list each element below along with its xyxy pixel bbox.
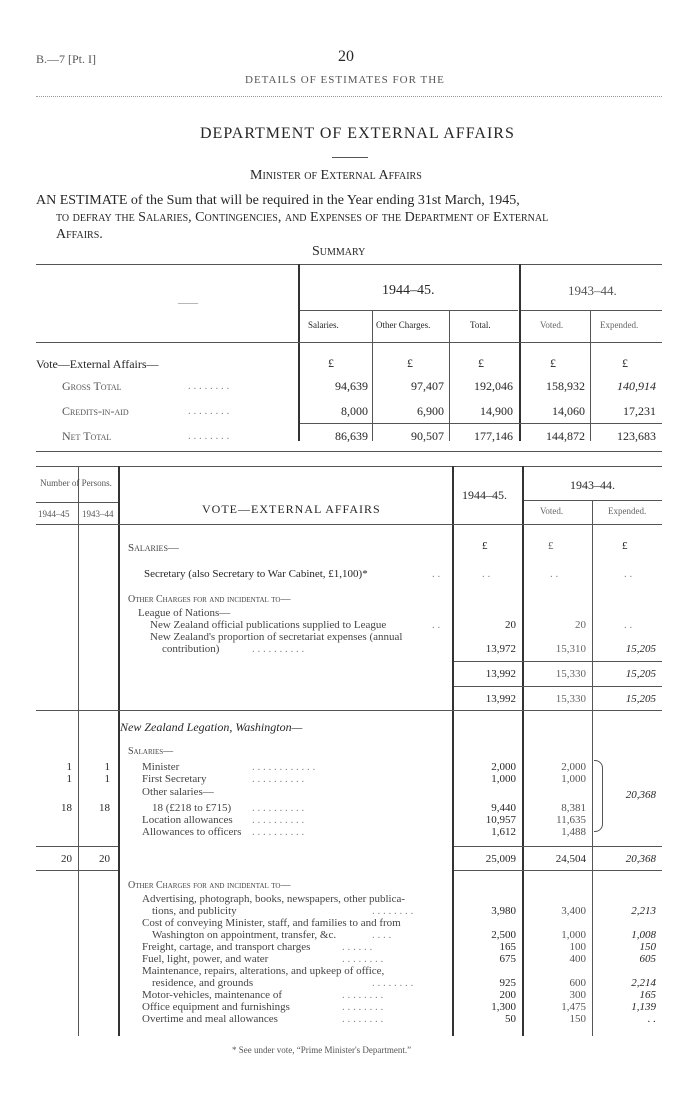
- cell-current: 50: [505, 1013, 516, 1025]
- summary-sub-rule: [521, 310, 662, 311]
- charge-row-label: Maintenance, repairs, alterations, and upkeep of office,: [142, 965, 385, 977]
- summary-row-label: Gross Total: [62, 379, 122, 393]
- cell-current: . .: [482, 568, 491, 580]
- cell-expended: 2,214: [631, 977, 656, 989]
- league-heading: League of Nations—: [138, 607, 231, 619]
- pound-sign: £: [482, 540, 488, 552]
- col-voted-header: Voted.: [540, 320, 564, 330]
- cell-voted: 20: [575, 619, 586, 631]
- cell-current: 1,300: [491, 1001, 516, 1013]
- summary-row-label: Credits-in-aid: [62, 404, 129, 418]
- cell-salaries: 86,639: [335, 429, 368, 443]
- pound-sign: £: [407, 356, 413, 370]
- other-charges-heading: Other Charges for and incidental to—: [128, 594, 291, 605]
- pound-sign: £: [622, 540, 628, 552]
- cell-expended: 15,205: [625, 643, 656, 655]
- cell-expended: 2,213: [631, 905, 656, 917]
- salaries-total-voted: 24,504: [555, 853, 586, 865]
- pound-sign: £: [478, 356, 484, 370]
- cell-current: 1,000: [491, 773, 516, 785]
- cell-expended: 165: [639, 989, 656, 1001]
- summary-empty-label: ——: [178, 298, 198, 309]
- detail-year-previous: 1943–44.: [570, 478, 615, 492]
- cell-current: 2,000: [491, 761, 516, 773]
- leader-dots: . . . . . . . .: [188, 405, 230, 417]
- persons-year-current: 1944–45: [38, 509, 70, 519]
- cell-current: 10,957: [485, 814, 516, 826]
- summary-heading: Summary: [312, 244, 366, 259]
- charge-row-label-continued: residence, and grounds: [152, 977, 254, 989]
- cell-voted: . .: [550, 568, 559, 580]
- col-expended-header: Expended.: [608, 506, 647, 516]
- cell-current: 200: [499, 989, 516, 1001]
- cell-current: 9,440: [491, 802, 516, 814]
- cell-voted: 144,872: [546, 429, 585, 443]
- estimate-lead: AN ESTIMATE: [36, 193, 128, 208]
- leader-dots: . . . . . . . .: [342, 1013, 384, 1025]
- cell-voted: 600: [569, 977, 586, 989]
- leader-dots: . . . . . . . . . .: [252, 814, 305, 826]
- persons-current: 1: [66, 773, 72, 785]
- persons-total-rule: [36, 870, 118, 871]
- cell-voted: 14,060: [552, 404, 585, 418]
- estimate-line-3: Affairs.: [56, 227, 103, 242]
- pound-sign: £: [548, 540, 554, 552]
- salaries-total-rule: [454, 846, 662, 847]
- persons-total-rule: [36, 846, 118, 847]
- cell-current: 13,972: [485, 643, 516, 655]
- salary-row-label: 18 (£218 to £715): [152, 802, 232, 814]
- leader-dots: . . . . . . . .: [188, 380, 230, 392]
- section-rule: [36, 710, 662, 711]
- persons-header-rule: [36, 502, 118, 503]
- subtotal-current: 13,992: [485, 668, 516, 680]
- salaries-heading: Salaries—: [128, 542, 179, 554]
- cell-salaries: 94,639: [335, 379, 368, 393]
- detail-top-rule: [36, 466, 662, 467]
- running-title: DETAILS OF ESTIMATES FOR THE: [245, 74, 445, 86]
- subtotal-current: 13,992: [485, 693, 516, 705]
- col-salaries-header: Salaries.: [308, 320, 339, 330]
- leader-dots: . . . . . . . . . .: [252, 643, 305, 655]
- vote-label: Vote—External Affairs—: [36, 357, 159, 371]
- charge-row-label: Advertising, photograph, books, newspapers, other publica-: [142, 893, 406, 905]
- col-expended-header: Expended.: [600, 320, 639, 330]
- voted-expended-divider: [592, 500, 593, 1036]
- summary-col-rule: [372, 310, 373, 441]
- document-reference: B.—7 [Pt. I]: [36, 52, 96, 66]
- cell-current: 925: [499, 977, 516, 989]
- cell-voted: 2,000: [561, 761, 586, 773]
- cell-expended: 1,008: [631, 929, 656, 941]
- league-item: New Zealand official publications supplied to League: [150, 619, 387, 631]
- salary-row-label: Other salaries—: [142, 786, 214, 798]
- estimate-date: 31st March, 1945,: [417, 193, 520, 208]
- cell-voted: 11,635: [556, 814, 586, 826]
- persons-previous: 1: [104, 773, 110, 785]
- summary-bottom-rule: [36, 451, 662, 452]
- persons-previous: 1: [104, 761, 110, 773]
- cell-voted: 300: [569, 989, 586, 1001]
- title-rule: [332, 157, 368, 158]
- net-total-rule: [300, 423, 662, 424]
- leader-dots: . . . . . .: [342, 941, 373, 953]
- col-total-header: Total.: [470, 320, 491, 330]
- subtotal-expended: 15,205: [625, 693, 656, 705]
- summary-row-label: Net Total: [62, 429, 112, 443]
- cell-current: 2,500: [491, 929, 516, 941]
- leader-dots: . .: [432, 619, 441, 631]
- header-rule: [36, 96, 662, 97]
- cell-expended: . .: [624, 568, 633, 580]
- cell-expended: 123,683: [617, 429, 656, 443]
- salaries-total-current: 25,009: [485, 853, 516, 865]
- salary-row-label: Location allowances: [142, 814, 233, 826]
- leader-dots: . . . . . . . .: [342, 1001, 384, 1013]
- cell-voted: 15,310: [555, 643, 586, 655]
- persons-header: Number of Persons.: [40, 478, 112, 488]
- persons-current: 1: [66, 761, 72, 773]
- cell-expended: 150: [639, 941, 656, 953]
- charge-row-label: Overtime and meal allowances: [142, 1013, 278, 1025]
- cell-voted: 150: [569, 1013, 586, 1025]
- summary-top-rule: [36, 264, 662, 265]
- cell-other-charges: 90,507: [411, 429, 444, 443]
- persons-divider: [78, 466, 79, 1036]
- cell-expended: . .: [624, 619, 633, 631]
- leader-dots: . . . . . . . .: [372, 905, 414, 917]
- leader-dots: . . . . . . . .: [342, 953, 384, 965]
- cell-current: 20: [505, 619, 516, 631]
- cell-voted: 1,488: [561, 826, 586, 838]
- summary-sub-rule: [300, 310, 518, 311]
- legation-salaries-heading: Salaries—: [128, 746, 174, 757]
- detail-year-current: 1944–45.: [462, 488, 507, 502]
- persons-year-previous: 1943–44: [82, 509, 114, 519]
- summary-year-current: 1944–45.: [382, 283, 435, 298]
- persons-current: 18: [61, 802, 72, 814]
- cell-expended: 140,914: [617, 379, 656, 393]
- cell-voted: 1,475: [561, 1001, 586, 1013]
- charge-row-label: Freight, cartage, and transport charges: [142, 941, 311, 953]
- charge-row-label-continued: tions, and publicity: [152, 905, 237, 917]
- charge-row-label: Motor-vehicles, maintenance of: [142, 989, 282, 1001]
- cell-current: 675: [499, 953, 516, 965]
- subtotal-rule: [454, 686, 662, 687]
- pound-sign: £: [622, 356, 628, 370]
- league-item: New Zealand's proportion of secretariat expenses (annual: [150, 631, 403, 643]
- col-other-charges-header: Other Charges.: [376, 320, 431, 330]
- subtotal-voted: 15,330: [555, 668, 586, 680]
- league-item-continued: contribution): [162, 643, 220, 655]
- cell-other-charges: 6,900: [417, 404, 444, 418]
- page-number: 20: [338, 48, 354, 65]
- summary-year-previous: 1943–44.: [568, 283, 617, 298]
- persons-previous: 18: [99, 802, 110, 814]
- cell-current: 1,612: [491, 826, 516, 838]
- cell-expended: 17,231: [623, 404, 656, 418]
- salary-row-label: Allowances to officers: [142, 826, 242, 838]
- charge-row-label: Fuel, light, power, and water: [142, 953, 269, 965]
- summary-header-rule: [36, 342, 662, 343]
- legation-heading: New Zealand Legation, Washington—: [120, 720, 303, 734]
- charge-row-label: Office equipment and furnishings: [142, 1001, 290, 1013]
- cell-voted: 158,932: [546, 379, 585, 393]
- leader-dots: . . . . . . . .: [342, 989, 384, 1001]
- leader-dots: . . . . . . . . . . . .: [252, 761, 316, 773]
- department-title: DEPARTMENT OF EXTERNAL AFFAIRS: [200, 125, 515, 142]
- subtotal-rule: [454, 661, 662, 662]
- minister-title: Minister of External Affairs: [250, 168, 422, 183]
- pound-sign: £: [328, 356, 334, 370]
- cell-current: 3,980: [491, 905, 516, 917]
- cell-voted: 8,381: [561, 802, 586, 814]
- subtotal-voted: 15,330: [555, 693, 586, 705]
- cell-voted: 400: [569, 953, 586, 965]
- summary-col-rule: [449, 310, 450, 441]
- col-voted-header: Voted.: [540, 506, 564, 516]
- vote-title: VOTE—EXTERNAL AFFAIRS: [202, 502, 381, 516]
- estimate-text: of the Sum that will be required in the Year ending: [130, 193, 415, 208]
- salaries-total-rule: [454, 870, 662, 871]
- cell-expended: 605: [639, 953, 656, 965]
- charge-row-label-continued: Washington on appointment, transfer, &c.: [152, 929, 337, 941]
- detail-sub-rule: [524, 500, 662, 501]
- charge-row-label: Cost of conveying Minister, staff, and families to and from: [142, 917, 401, 929]
- salary-row-label: Minister: [142, 761, 180, 773]
- cell-voted: 1,000: [561, 929, 586, 941]
- leader-dots: . .: [432, 568, 441, 580]
- pound-sign: £: [550, 356, 556, 370]
- leader-dots: . . . . . . . . . .: [252, 826, 305, 838]
- subtotal-expended: 15,205: [625, 668, 656, 680]
- footnote: * See under vote, “Prime Minister's Department.”: [232, 1045, 412, 1055]
- salary-row-label: First Secretary: [142, 773, 207, 785]
- persons-label-divider: [118, 466, 120, 1036]
- leader-dots: . . . . . . . . . .: [252, 773, 305, 785]
- detail-header-rule: [36, 524, 662, 525]
- cell-expended: . .: [647, 1013, 656, 1025]
- cell-total: 192,046: [474, 379, 513, 393]
- leader-dots: . . . . . . . .: [188, 430, 230, 442]
- estimate-line-2: to defray the Salaries, Contingencies, and Expenses of the Department of External: [56, 210, 549, 225]
- cell-voted: 100: [569, 941, 586, 953]
- leader-dots: . . . .: [372, 929, 392, 941]
- leader-dots: . . . . . . . . . .: [252, 802, 305, 814]
- persons-total-previous: 20: [99, 853, 110, 865]
- persons-total-current: 20: [61, 853, 72, 865]
- cell-voted: 1,000: [561, 773, 586, 785]
- cell-expended: 20,368: [625, 789, 656, 801]
- secretary-line: Secretary (also Secretary to War Cabinet, £1,100)*: [144, 568, 368, 580]
- summary-col-rule: [590, 310, 591, 441]
- legation-other-heading: Other Charges for and incidental to—: [128, 880, 291, 891]
- leader-dots: . . . . . . . .: [372, 977, 414, 989]
- cell-total: 177,146: [474, 429, 513, 443]
- salaries-total-expended: 20,368: [625, 853, 656, 865]
- cell-salaries: 8,000: [341, 404, 368, 418]
- cell-voted: 3,400: [561, 905, 586, 917]
- cell-expended: 1,139: [631, 1001, 656, 1013]
- cell-total: 14,900: [480, 404, 513, 418]
- cell-other-charges: 97,407: [411, 379, 444, 393]
- cell-current: 165: [499, 941, 516, 953]
- estimate-line-1: [36, 193, 520, 209]
